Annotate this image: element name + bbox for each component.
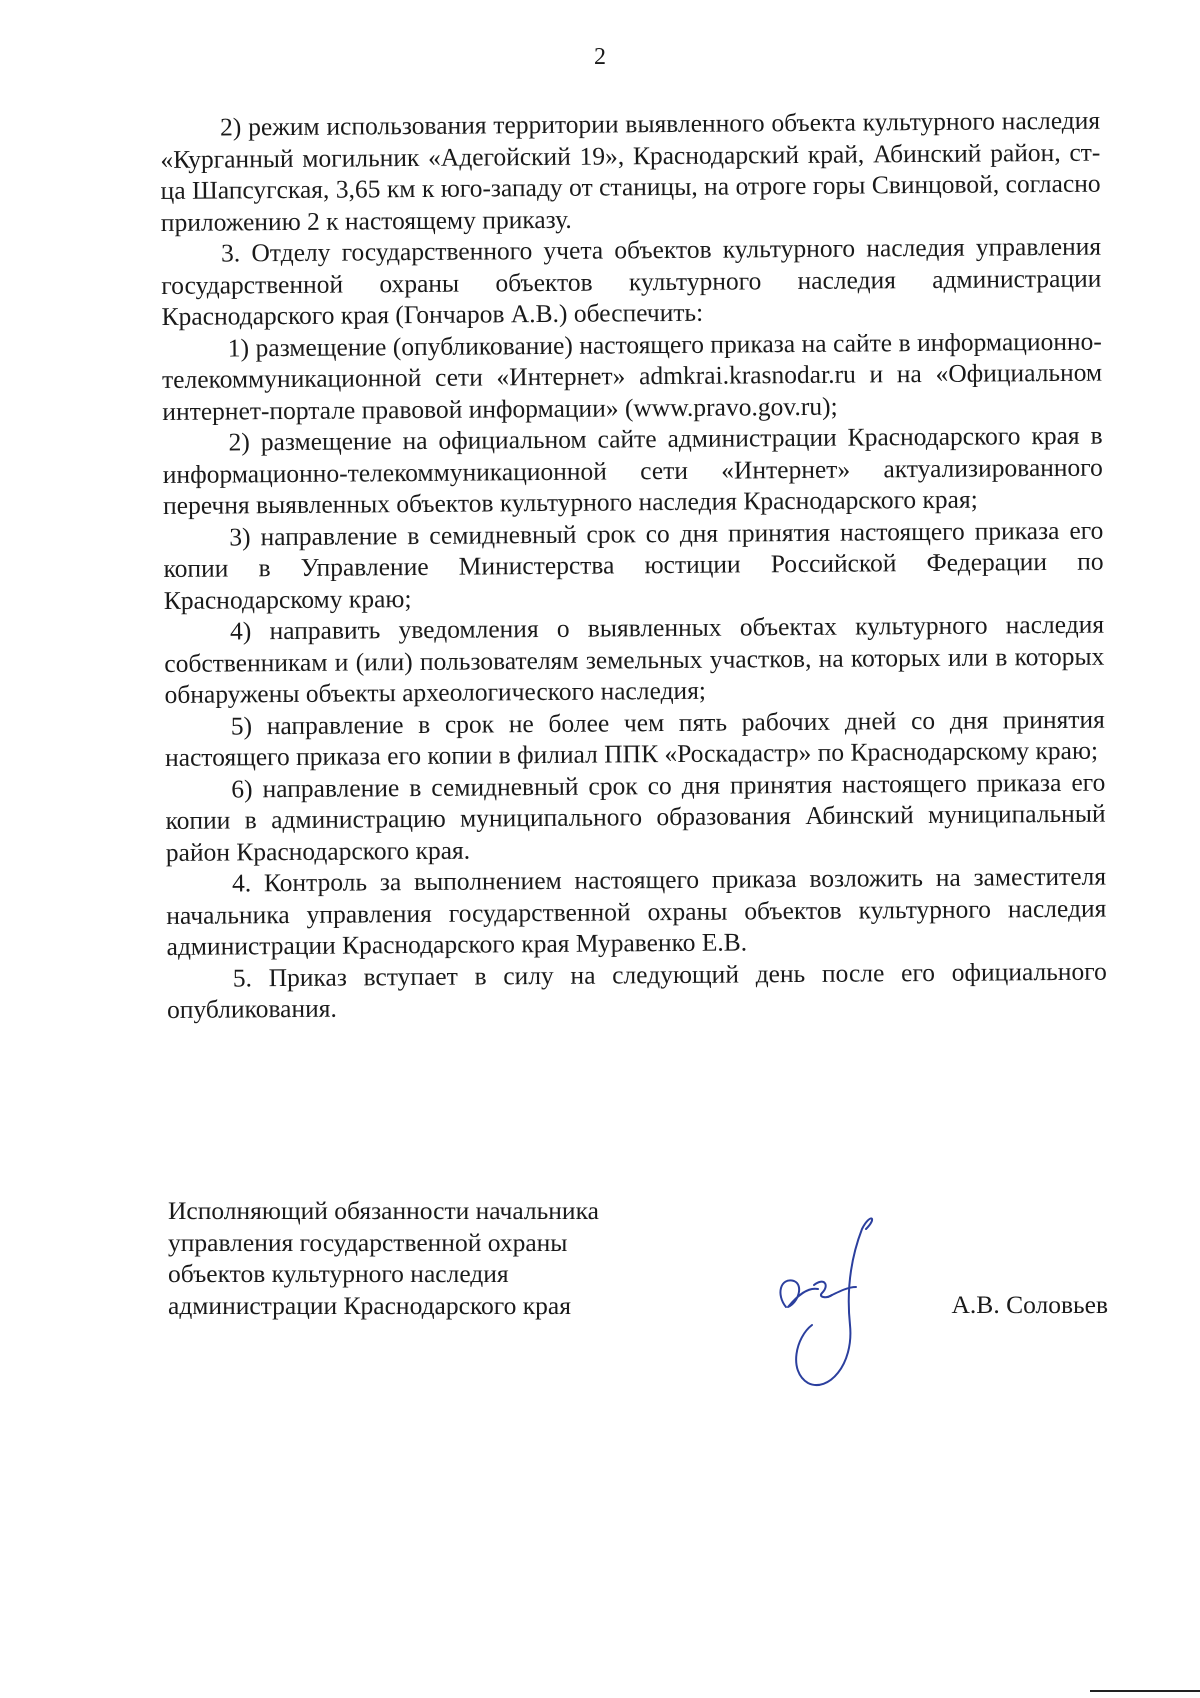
signatory-name: А.В. Соловьев xyxy=(951,1290,1108,1319)
paragraph-subitem-2: 2) размещение на официальном сайте администрации Краснодарского края в информационно-телекоммуникационной сети «Интернет» актуализированного перечня выявленных объектов культурного наследия Краснодарского края; xyxy=(162,420,1103,520)
signatory-position xyxy=(168,1195,648,1321)
paragraph-item-3: 3. Отделу государственного учета объектов культурного наследия управления государственной охраны объектов культурного наследия администрации Краснодарского края (Гончаров А.В.) обеспечить: xyxy=(161,231,1102,331)
paragraph-subitem-5: 5) направление в срок не более чем пять рабочих дней со дня принятия настоящего приказа его копии в филиал ППК «Роскадастр» по Краснодарскому краю; xyxy=(164,704,1105,772)
paragraph-usage-regime: 2) режим использования территории выявленного объекта культурного наследия «Курганный могильник «Адегойский 19», Краснодарский край, Абинский район, ст-ца Шапсугская, 3,65 км к юго-западу от станицы, на отроге горы Свинцовой, согласно приложению 2 к настоящему приказу. xyxy=(160,105,1101,237)
signatory-position-line: управления государственной охраны xyxy=(168,1227,568,1257)
signatory-position-line: Исполняющий обязанности начальника xyxy=(168,1196,599,1225)
signatory-position-line: объектов культурного наследия xyxy=(168,1259,509,1288)
signatory-position-line: администрации Краснодарского края xyxy=(168,1290,571,1320)
paragraph-item-4: 4. Контроль за выполнением настоящего приказа возложить на заместителя начальника управления государственной охраны объектов культурного наследия администрации Краснодарского края Муравенко Е.В. xyxy=(166,861,1107,961)
order-body xyxy=(160,105,1107,1026)
handwritten-signature xyxy=(768,1215,878,1395)
paragraph-subitem-3: 3) направление в семидневный срок со дня принятия настоящего приказа его копии в Управление Министерства юстиции Российской Федерации по Краснодарскому краю; xyxy=(163,515,1104,615)
paragraph-subitem-6: 6) направление в семидневный срок со дня принятия настоящего приказа его копии в администрацию муниципального образования Абинский муниципальный район Краснодарского края. xyxy=(165,767,1106,867)
paragraph-subitem-4: 4) направить уведомления о выявленных объектах культурного наследия собственникам и (или) пользователям земельных участков, на которых или в которых обнаружены объекты археологического наследия; xyxy=(164,609,1105,709)
page-edge-line xyxy=(1090,1690,1200,1692)
page-number: 2 xyxy=(594,44,606,70)
signature-block xyxy=(168,1195,1108,1395)
paragraph-item-5: 5. Приказ вступает в силу на следующий день после его официального опубликования. xyxy=(166,956,1107,1024)
paragraph-subitem-1: 1) размещение (опубликование) настоящего приказа на сайте в информационно-телекоммуникационной сети «Интернет» admkrai.krasnodar.ru и на «Официальном интернет-портале правовой информации» (www.pravo.gov.ru); xyxy=(161,326,1103,426)
